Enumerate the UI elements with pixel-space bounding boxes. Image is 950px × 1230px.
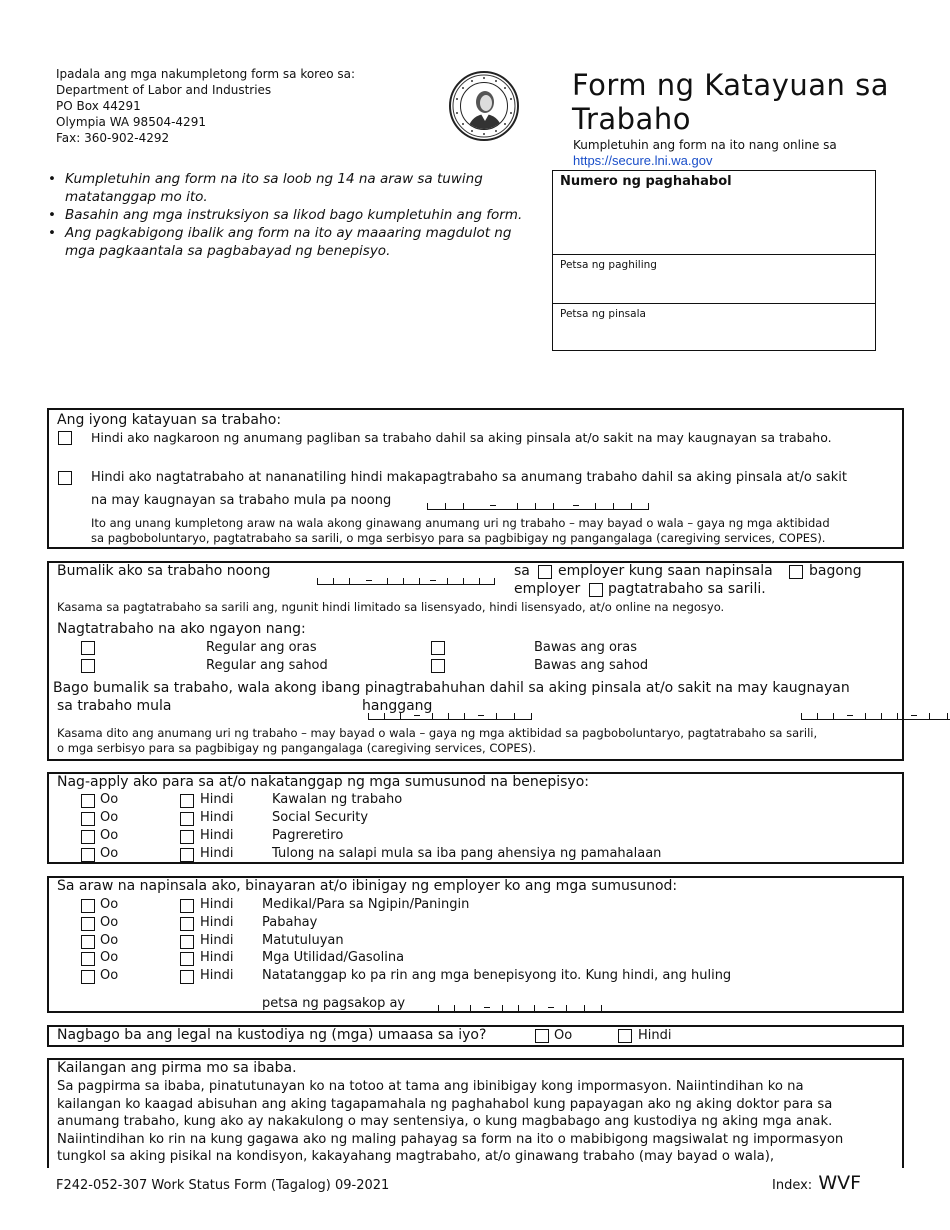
yes-label: Oo [100, 897, 119, 912]
request-date-field[interactable] [553, 255, 875, 304]
new-employer-checkbox[interactable] [789, 565, 803, 579]
item-label: Kawalan ng trabaho [272, 792, 403, 807]
form-title-line: Trabaho [572, 102, 691, 136]
no-label: Hindi [200, 914, 234, 930]
online-link[interactable]: https://secure.lni.wa.gov [573, 153, 713, 168]
before-return-line1: Bago bumalik sa trabaho, wala akong ibang pinagtrabahuhan dahil sa aking pinsala at/o sakit na may kaugnayan [53, 680, 850, 696]
address-line: Department of Labor and Industries [56, 83, 272, 97]
statement-line: Sa pagpirma sa ibaba, pinatutunayan ko na totoo at tama ang ibinibigay kong impormasyon. Naiintindihan ko na [57, 1079, 804, 1094]
yes-label: Oo [100, 932, 119, 948]
regular-hours-label: Regular ang oras [206, 640, 317, 655]
option-unable-line1: Hindi ako nagtatrabaho at nananatiling hindi makapagtrabaho sa anumang trabaho dahil sa aking pinsala at/o sakit [91, 470, 847, 485]
yes-label: Oo [100, 914, 119, 930]
sa-label: sa [514, 563, 530, 579]
injury-employer-label: employer kung saan napinsala [558, 563, 773, 579]
reduced-wages-label: Bawas ang sahod [534, 658, 649, 673]
injury-date-field[interactable] [553, 304, 875, 351]
yes-checkbox[interactable] [81, 812, 95, 826]
yes-checkbox[interactable] [81, 952, 95, 966]
section-heading: Nag-apply ako para sa at/o nakatanggap ng mga sumusunod na benepisyo: [57, 774, 589, 790]
claim-info-box [552, 170, 876, 351]
before-return-note [57, 726, 817, 756]
no-label: Hindi [200, 950, 234, 966]
mailing-address-block [56, 66, 416, 146]
washington-portrait-icon [461, 83, 508, 130]
instructions-list [48, 170, 538, 260]
unable-since-date-input[interactable] [427, 498, 649, 510]
no-checkbox[interactable] [180, 952, 194, 966]
working-now-label: Nagtatrabaho na ako ngayon nang: [57, 621, 306, 637]
option-unable-line2: na may kaugnayan sa trabaho mula pa noong [91, 493, 392, 508]
benefits-section [47, 772, 904, 864]
index-value: WVF [818, 1172, 862, 1194]
self-employed-checkbox[interactable] [589, 583, 603, 597]
form-index [772, 1172, 861, 1194]
no-checkbox[interactable] [180, 848, 194, 862]
item-label: Pagreretiro [272, 828, 344, 843]
form-title [572, 68, 889, 136]
signature-statement [57, 1078, 843, 1166]
yes-checkbox[interactable] [81, 899, 95, 913]
item-label: Medikal/Para sa Ngipin/Paningin [262, 897, 470, 912]
section-heading: Ang iyong katayuan sa trabaho: [57, 412, 282, 428]
no-time-loss-checkbox[interactable] [58, 431, 72, 445]
no-checkbox[interactable] [180, 917, 194, 931]
no-checkbox[interactable] [180, 794, 194, 808]
unable-to-work-checkbox[interactable] [58, 471, 72, 485]
yes-checkbox[interactable] [81, 935, 95, 949]
statement-line: kailangan ko kaagad abisuhan ang aking tagapamahala ng paghahabol kung papayagan ako ng aking doktor para sa [57, 1096, 833, 1112]
no-checkbox[interactable] [180, 970, 194, 984]
reduced-hours-label: Bawas ang oras [534, 640, 638, 655]
yes-label: Oo [100, 810, 119, 825]
instruction-item: • Ang pagkabigong ibalik ang form na ito ay maaaring magdulot ng mga pagkaantala sa pagbabayad ng benepisyo. [48, 225, 512, 259]
regular-hours-checkbox[interactable] [81, 641, 95, 655]
yes-checkbox[interactable] [81, 970, 95, 984]
regular-wages-checkbox[interactable] [81, 659, 95, 673]
instruction-item: • Kumpletuhin ang form na ito sa loob ng 14 na araw sa tuwing matatanggap mo ito. [48, 171, 483, 205]
yes-label: Oo [100, 846, 119, 861]
coverage-date-label: petsa ng pagsakop ay [262, 996, 406, 1011]
form-id: F242-052-307 Work Status Form (Tagalog) 09-2021 [56, 1178, 390, 1193]
item-label: Social Security [272, 810, 369, 825]
return-to-work-section [47, 561, 904, 761]
coverage-date-input[interactable] [438, 1000, 602, 1012]
statement-line: Naiintindihan ko rin na kung gagawa ako ng maling pahayag sa form na ito o mabibigong magsiwalat ng impormasyon [57, 1131, 844, 1147]
no-label: Hindi [200, 968, 234, 984]
item-label: Matutuluyan [262, 932, 344, 948]
yes-label: Oo [100, 792, 119, 807]
work-status-section [47, 408, 904, 549]
employer-provided-section [47, 876, 904, 1013]
state-seal-logo [449, 71, 519, 141]
injury-date-label: Petsa ng pinsala [560, 308, 646, 320]
fax-line: Fax: 360-902-4292 [56, 131, 170, 145]
section-heading: Sa araw na napinsala ako, binayaran at/o ibinigay ng employer ko ang mga sumusunod: [57, 878, 678, 894]
return-date-input[interactable] [317, 573, 495, 585]
instruction-item: • Basahin ang mga instruksiyon sa likod bago kumpletuhin ang form. [48, 207, 523, 223]
address-line: Olympia WA 98504-4291 [56, 115, 206, 129]
yes-label: Oo [100, 828, 119, 843]
before-return-note-line: Kasama dito ang anumang uri ng trabaho – may bayad o wala – gaya ng mga aktibidad sa pagboboluntaryo, pagtatrabaho sa sarili, [57, 726, 818, 740]
index-label: Index: [772, 1178, 813, 1193]
no-label: Hindi [200, 828, 234, 843]
item-label: Natatanggap ko pa rin ang mga benepisyong ito. Kung hindi, ang huling [262, 968, 732, 984]
yes-label: Oo [100, 968, 119, 984]
signature-heading: Kailangan ang pirma mo sa ibaba. [57, 1060, 297, 1076]
reduced-hours-checkbox[interactable] [431, 641, 445, 655]
address-line: PO Box 44291 [56, 99, 141, 113]
injury-employer-checkbox[interactable] [538, 565, 552, 579]
unable-note [91, 516, 830, 546]
reduced-wages-checkbox[interactable] [431, 659, 445, 673]
claim-number-label: Numero ng paghahabol [560, 174, 732, 189]
custody-question: Nagbago ba ang legal na kustodiya ng (mga) umaasa sa iyo? [57, 1027, 487, 1043]
custody-section [47, 1025, 904, 1047]
mail-to-label: Ipadala ang mga nakumpletong form sa koreo sa: [56, 67, 356, 81]
no-label: Hindi [200, 792, 234, 807]
item-label: Mga Utilidad/Gasolina [262, 950, 405, 966]
returned-label: Bumalik ako sa trabaho noong [57, 563, 271, 579]
statement-line: tungkol sa aking pisikal na kondisyon, kakayahang magtrabaho, at/o ginawang trabaho (may bayad o wala), [57, 1149, 775, 1164]
online-note [573, 137, 837, 168]
no-label: Hindi [200, 932, 234, 948]
self-employed-note: Kasama sa pagtatrabaho sa sarili ang, ngunit hindi limitado sa lisensyado, hindi lisensyado, at/o online na negosyo. [57, 600, 725, 614]
custody-no-label: Hindi [638, 1028, 672, 1043]
yes-checkbox[interactable] [81, 830, 95, 844]
yes-checkbox[interactable] [81, 917, 95, 931]
no-label: Hindi [200, 846, 234, 861]
seal-portrait [460, 82, 508, 130]
signature-section [47, 1058, 904, 1168]
no-checkbox[interactable] [180, 812, 194, 826]
before-return-line2: sa trabaho mula [57, 698, 172, 714]
unable-note-line: sa pagboboluntaryo, pagtatrabaho sa sarili, o mga serbisyo para sa pagbibigay ng pangangalaga (caregiving services, COPES). [91, 531, 826, 545]
yes-checkbox[interactable] [81, 794, 95, 808]
no-work-until-date-input[interactable] [801, 708, 950, 720]
request-date-label: Petsa ng paghiling [560, 259, 657, 271]
no-label: Hindi [200, 897, 234, 912]
self-employed-label: pagtatrabaho sa sarili. [608, 581, 766, 597]
online-text: Kumpletuhin ang form na ito nang online sa [573, 138, 837, 152]
no-checkbox[interactable] [180, 899, 194, 913]
statement-line: anumang trabaho, kung ako ay nakakulong o may sentensiya, o kung magbabago ang kustodiya ng aking mga anak. [57, 1114, 833, 1129]
no-checkbox[interactable] [180, 830, 194, 844]
no-checkbox[interactable] [180, 935, 194, 949]
until-label: hanggang [362, 698, 433, 714]
form-title-line: Form ng Katayuan sa [572, 68, 889, 102]
option-no-time-loss: Hindi ako nagkaroon ng anumang pagliban sa trabaho dahil sa aking pinsala at/o sakit na may kaugnayan sa trabaho. [91, 430, 832, 445]
employer-label: employer [514, 581, 581, 597]
custody-yes-label: Oo [554, 1028, 573, 1043]
custody-no-checkbox[interactable] [618, 1029, 632, 1043]
yes-checkbox[interactable] [81, 848, 95, 862]
new-employer-label: bagong [809, 563, 862, 579]
before-return-note-line: o mga serbisyo para sa pagbibigay ng pangangalaga (caregiving services, COPES). [57, 741, 537, 755]
regular-wages-label: Regular ang sahod [206, 658, 328, 673]
item-label: Pabahay [262, 914, 318, 930]
unable-note-line: Ito ang unang kumpletong araw na wala akong ginawang anumang uri ng trabaho – may bayad o wala – gaya ng mga aktibidad [91, 516, 830, 530]
no-label: Hindi [200, 810, 234, 825]
claim-number-field[interactable] [553, 171, 875, 255]
item-label: Tulong na salapi mula sa iba pang ahensiya ng pamahalaan [272, 846, 662, 861]
yes-label: Oo [100, 950, 119, 966]
custody-yes-checkbox[interactable] [535, 1029, 549, 1043]
